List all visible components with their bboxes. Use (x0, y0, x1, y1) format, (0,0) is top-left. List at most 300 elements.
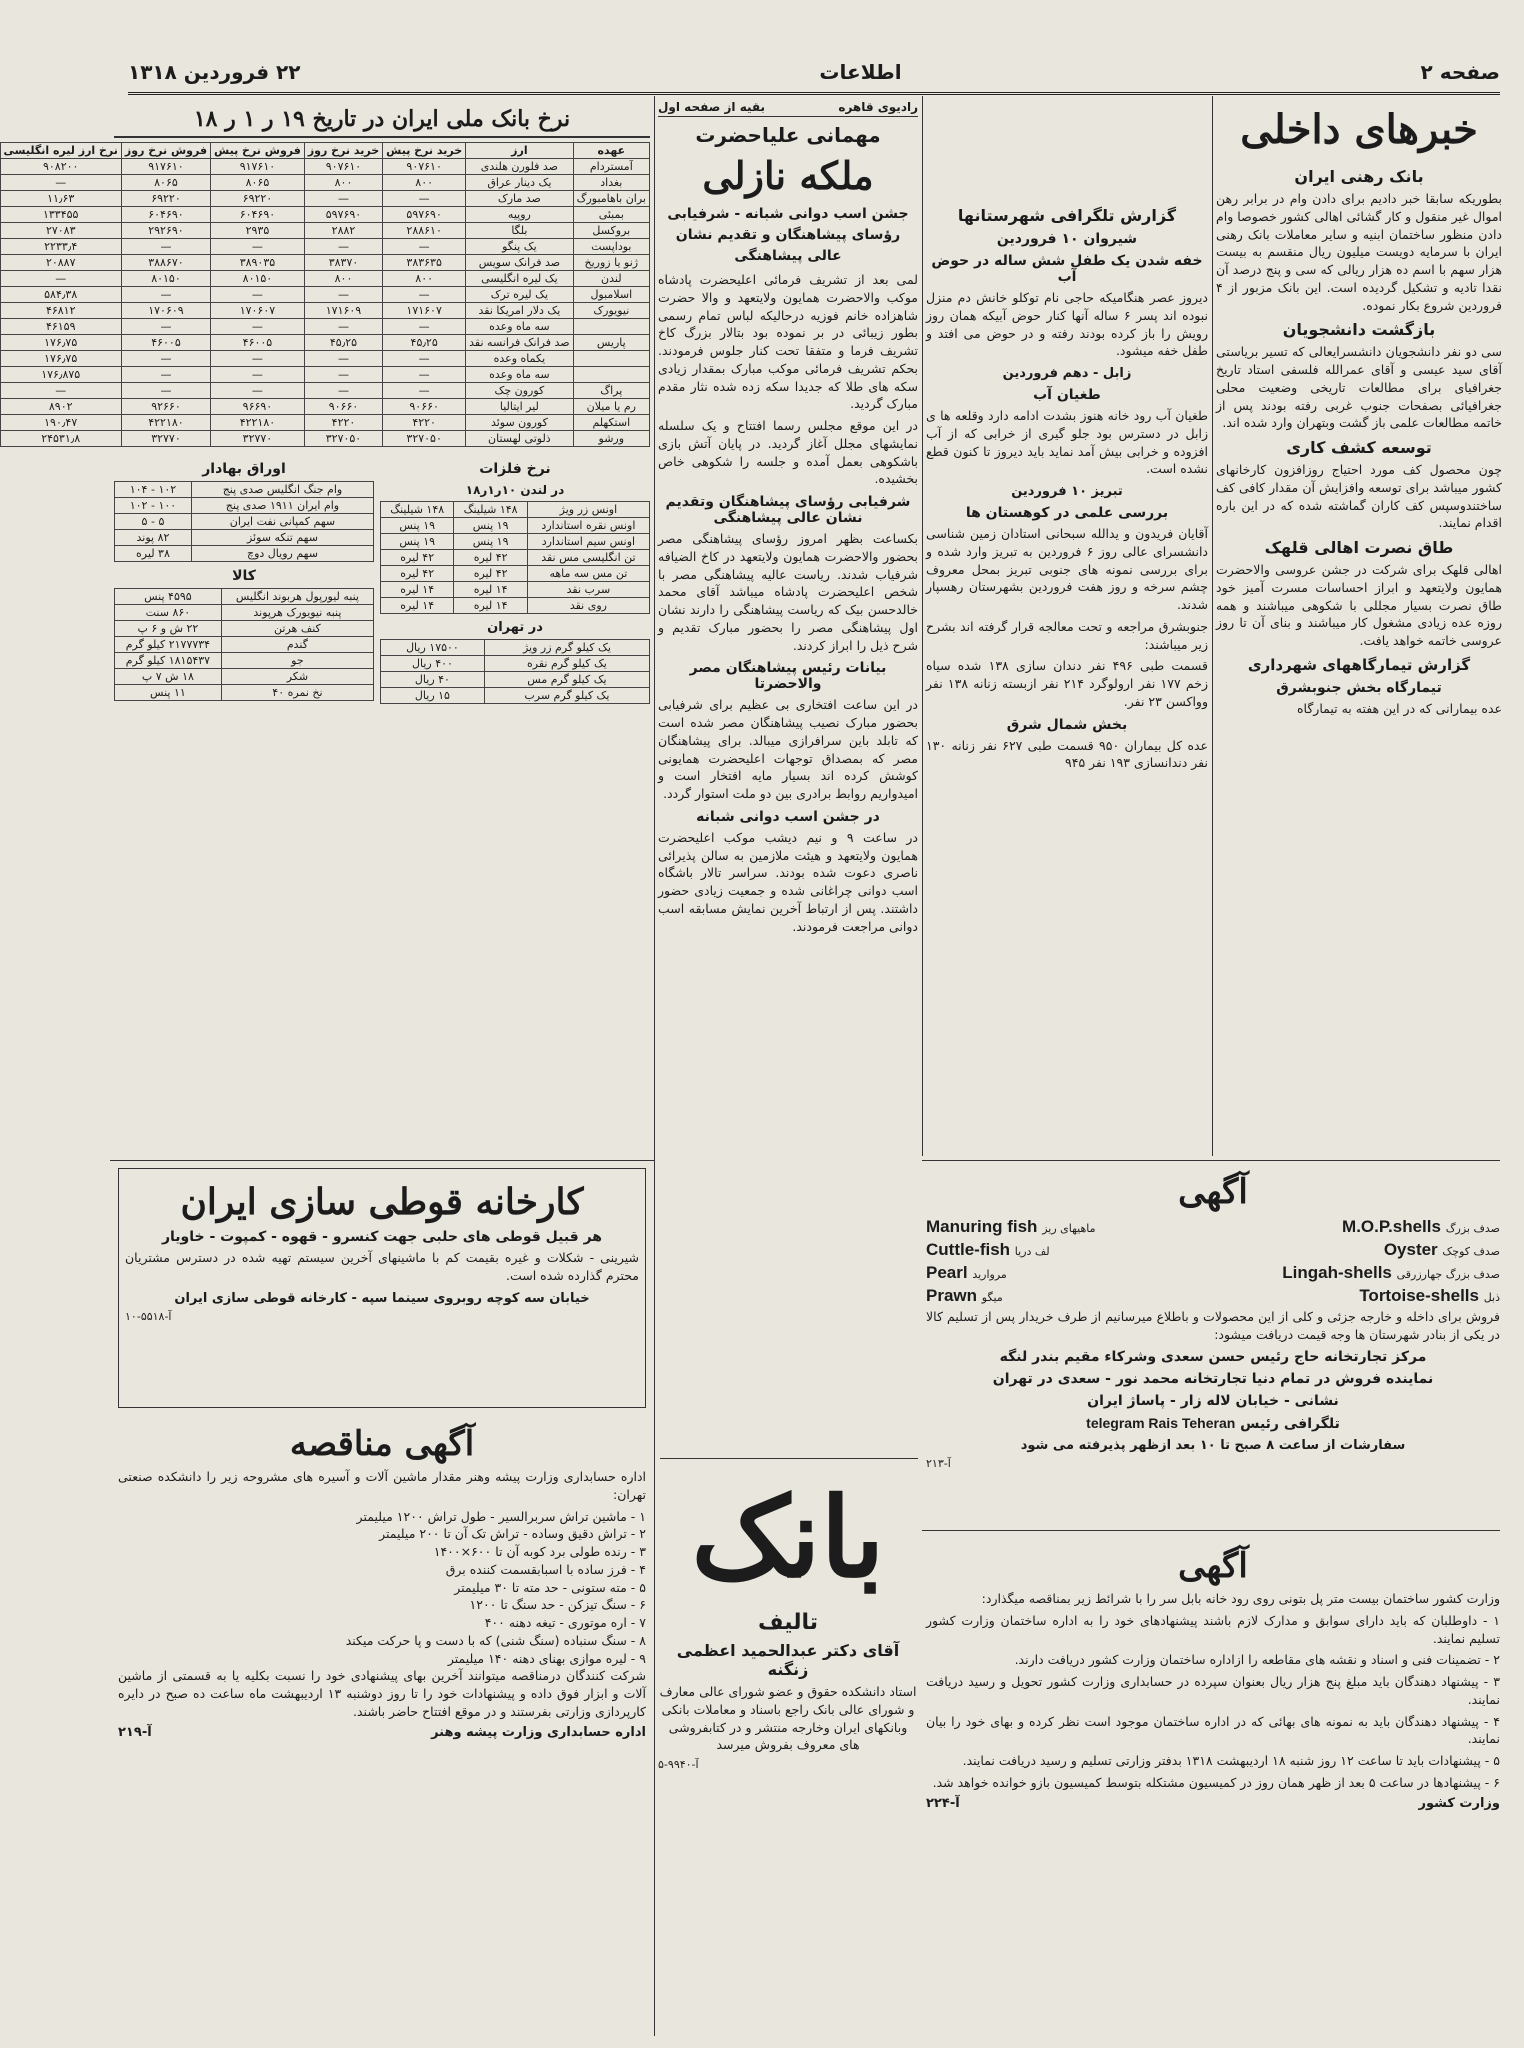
toghyan-text: طغیان آب رود خانه هنوز بشدت ادامه دارد وقلعه ها ی زابل در دسترس بود جلو گیری از خرابی که از آب افزوده و خرابی بیش آمد نماید باید دیروز تا کنون قطع نشده است. (926, 408, 1208, 477)
table-row (115, 514, 374, 530)
product-right (1384, 1239, 1500, 1262)
ad1-text: فروش برای داخله و خارجه جزئی و کلی از این محصولات و باطلاع میرسانیم از طرف خریدار پس از تسلیم کالا در یکی از بنادر شهرستان ها وجه قیمت دریافت میشود: (926, 1308, 1500, 1342)
tehran-title: در تهران (487, 620, 543, 635)
table-row (0, 335, 649, 351)
bonds-table (114, 481, 374, 562)
tin-title: کارخانه قوطی سازی ایران (180, 1181, 584, 1223)
table-cell: ۵۸۴٫۳۸ (0, 287, 121, 303)
table-cell: ۱۷۰۶۰۷ (211, 303, 305, 319)
table-cell: — (211, 351, 305, 367)
product-en: M.O.P.shells (1342, 1217, 1446, 1236)
product-fa: صدف کوچک (1442, 1244, 1500, 1258)
table-cell: ۴۶۱۵۹ (0, 319, 121, 335)
tin-factory-ad (118, 1168, 646, 1408)
table-cell: — (121, 239, 210, 255)
table-cell: — (383, 383, 466, 399)
masthead (128, 52, 1500, 95)
table-row (381, 518, 650, 534)
table-cell: ۱۷۶٫۷۵ (0, 335, 121, 351)
table-cell: ۴۰ ریال (381, 672, 485, 688)
table-cell: ۸۰۰ (304, 271, 382, 287)
book-title: بانک (691, 1473, 885, 1602)
list-item: ۳ - رنده طولی برد کوبه آن تا ۶۰۰×۱۴۰۰ (433, 1544, 646, 1559)
telegraph-news (926, 200, 1208, 1156)
table-cell: ۲۲۳۳٫۴ (0, 239, 121, 255)
table-row (115, 637, 374, 653)
list-item: ۴ - پیشنهاد دهندگان باید به نمونه های بهائی که در اداره ساختمان موجود است نظر کرده و بهای خود را بیان نمایند. (926, 1713, 1500, 1747)
table-row (115, 669, 374, 685)
tin-code: آ-۵۵۱۸-۱۰ (125, 1309, 172, 1323)
north-headline: بخش شمال شرق (1006, 716, 1128, 733)
table-cell: اسلامبول (573, 287, 649, 303)
table-cell: — (304, 383, 382, 399)
table-cell: ۸۶۰ سنت (115, 605, 222, 621)
table-cell: روپیه (466, 207, 573, 223)
table-cell: ژنو یا زوریخ (573, 255, 649, 271)
table-cell: ۱۴ لیره (454, 582, 527, 598)
table-header: عهده (573, 143, 649, 159)
table-cell: ۲۲ ش و ۶ پ (115, 621, 222, 637)
table-cell: کورون سوئد (466, 415, 573, 431)
table-row (381, 640, 650, 656)
table-cell: ۱۹ پنس (454, 518, 527, 534)
tender-intro: اداره حسابداری وزارت پیشه وهنر مقدار ماشین آلات و آسیره های مشروحه زیر را دانشکده صنعتی تهران: (118, 1469, 646, 1502)
exchange-section (3, 100, 650, 1156)
product-en: Cuttle-fish (926, 1239, 1015, 1259)
newspaper-page (3, 0, 1524, 2048)
table-cell: — (383, 191, 466, 207)
page-number: صفحه ۲ (1420, 60, 1500, 84)
table-cell: — (383, 287, 466, 303)
domestic-title: خبرهای داخلی (1240, 106, 1478, 153)
table-cell: ۱۴ لیره (454, 598, 527, 614)
goods-title: کالا (232, 568, 256, 584)
product-left (926, 1262, 1007, 1285)
table-cell: — (121, 383, 210, 399)
table-cell: ۴۶۸۱۲ (0, 303, 121, 319)
table-cell: ۲۷۰۸۳ (0, 223, 121, 239)
table-cell: ۸۹۰۲ (0, 399, 121, 415)
table-cell: ۳۸۹۰۳۵ (211, 255, 305, 271)
tehran-table (380, 639, 650, 704)
hospitals-subheading: تیمارگاه بخش جنوبشرق (1276, 679, 1442, 696)
shirvan-headline: خفه شدن یک طفل شش ساله در حوض آب (931, 253, 1203, 285)
product-right (1359, 1285, 1500, 1308)
queen-article (658, 100, 918, 1455)
queen-subheading: جشن اسب دوانی شبانه - شرفیابی رؤسای پیشاهنگان و تقدیم نشان عالی پیشاهنگی (667, 206, 909, 264)
queen-text-1: لمی بعد از تشریف فرمائی اعلیحضرت پادشاه موکب والاحضرت همایون ولایتعهد و والا حضرت شاهزاده خانم فوزیه درحالیکه لباس تمام رسمی بطور زیبائی در بر نموده بود بتالار بزرگ کاخ تشریف فرما و متفقا تحت کنار جلوس فرمودند. بحکم تشریف فرمائی موکب مبارک بمقدار زیادی سکه های طلا که جدیدا سکه زده شده نثار مقدم مبارک گردید. (658, 272, 918, 412)
product-row (926, 1285, 1500, 1308)
table-cell: ۱۷۶٫۷۵ (0, 351, 121, 367)
race-text: در ساعت ۹ و نیم دیشب موکب اعلیحضرت همایون ولایتعهد و هیئت ملازمین به سالن پذیرائی ناصری دعوت شده بودند. سراسر تالار باشگاه اسب دوانی چراغانی شده و جمعیت زیادی حضور داشتند. پس از ارتباط آخرین نمایش مسابقه اسب دوانی مراجعت فرمودند. (658, 829, 918, 934)
tagh-heading: طاق نصرت اهالی قلهک (1264, 538, 1454, 557)
ad1-telegraph-en: telegram Rais Teheran (1086, 1415, 1236, 1432)
telegraph-title: گزارش تلگرافی شهرستانها (957, 206, 1177, 225)
table-cell: پنبه نیویورک هرپوند (221, 605, 373, 621)
table-cell: رم یا میلان (573, 399, 649, 415)
table-cell: جو (221, 653, 373, 669)
table-cell: — (383, 367, 466, 383)
table-cell: ۹۰۶۶۰ (304, 399, 382, 415)
table-row (0, 319, 649, 335)
radio-label: رادیوی قاهره (838, 100, 918, 114)
tusse-heading: توسعه کشف کاری (1286, 438, 1432, 457)
table-cell: بوداپست (573, 239, 649, 255)
table-cell: ۴۵٫۲۵ (383, 335, 466, 351)
product-list (926, 1216, 1500, 1308)
table-row (0, 207, 649, 223)
table-row (381, 598, 650, 614)
product-right (1342, 1216, 1500, 1239)
ad2-code: آ-۲۲۴ (926, 1795, 960, 1811)
table-header: فروش نرخ پیش (211, 143, 305, 159)
table-cell: — (121, 367, 210, 383)
hospitals-text: عده بیمارانی که در این هفته به تیمارگاه (1297, 700, 1502, 716)
table-row (0, 271, 649, 287)
table-cell: یک لیره ترک (466, 287, 573, 303)
tin-subheading: هر قبیل قوطی های حلبی جهت کنسرو - قهوه - کمپوت - خاویار (161, 1229, 603, 1245)
product-left (926, 1285, 1003, 1308)
table-cell: کنف هرتن (221, 621, 373, 637)
table-cell: — (304, 319, 382, 335)
table-cell: ۴۲۲۱۸۰ (211, 415, 305, 431)
table-cell: سرب نقد (527, 582, 649, 598)
tender-footer: اداره حسابداری وزارت پیشه وهنر (431, 1724, 646, 1740)
table-cell: — (211, 367, 305, 383)
shirvan-text: دیروز عصر هنگامیکه حاجی نام توکلو خانش دم منزل نبوده اند پسر ۶ ساله آنها کنار حوض آبیکه همان روز رویش را باز کرده بودند رفته و در حوض می افتد و طفل خفه میشود. (926, 290, 1208, 359)
table-cell: ۱۸ ش ۷ پ (115, 669, 222, 685)
bank-heading: بانک رهنی ایران (1294, 167, 1424, 186)
tin-address: خیابان سه کوچه روبروی سینما سپه - کارخانه قوطی سازی ایران (174, 1290, 590, 1306)
students-text: سی دو نفر دانشجویان دانشسرایعالی که تسیر بریاستی آقای سید عیسی و آقای عمرالله فلسفی استاد تاریخ جغرافیای برای مطالعات تاریخی وضعیت محلی جغرافیائی بصفحات جنوب غربی رفته بودند پس از خاتمه مطالعات علمی باز گشت وبتهران وارد شده اند. (1216, 344, 1502, 431)
table-cell: ۹۰۷۶۱۰ (304, 159, 382, 175)
table-cell: — (211, 319, 305, 335)
exchange-title: نرخ بانک ملی ایران در تاریخ ۱۹ ر ۱ ر ۱۸ (114, 106, 650, 138)
table-header: نرخ ارز لیره انگلیسی (0, 143, 121, 159)
table-row (381, 656, 650, 672)
table-cell: — (211, 383, 305, 399)
table-cell: — (0, 383, 121, 399)
table-cell: — (211, 239, 305, 255)
table-cell: بران باهامبورگ (573, 191, 649, 207)
table-cell: ۱۷۰۶۰۹ (121, 303, 210, 319)
product-right (1282, 1262, 1500, 1285)
table-cell: صد فرانک فرانسه نقد (466, 335, 573, 351)
product-left (926, 1216, 1096, 1239)
table-cell: ۱۷۶٫۸۷۵ (0, 367, 121, 383)
table-cell: ۹۱۷۶۱۰ (121, 159, 210, 175)
table-cell: ۱۹۰٫۴۷ (0, 415, 121, 431)
product-fa: صدف بزرگ جهارزرقی (1396, 1267, 1500, 1281)
list-item: ۱ - داوطلبان که باید دارای سوابق و مدارک لازم باشند پیشنهادهای خود را به اداره ساختمان وزارت کشور تسلیم نمایند. (926, 1612, 1500, 1646)
table-cell: ۳۲۷۰۵۰ (383, 431, 466, 447)
table-cell: ۸۰۱۵۰ (121, 271, 210, 287)
table-cell: ۱۰۰ - ۱۰۲ (115, 498, 192, 514)
race-heading: در جشن اسب دوانی شبانه (696, 808, 880, 825)
bayan-heading: بیانات رئیس پیشاهنگان مصر والاحضرتا (689, 660, 887, 693)
table-cell: ۳۲۷۷۰ (211, 431, 305, 447)
table-row (0, 383, 649, 399)
table-cell (573, 351, 649, 367)
table-cell: — (121, 351, 210, 367)
table-cell: — (0, 175, 121, 191)
ad1-center: مرکز تجارتخانه حاج رئیس حسن سعدی وشرکاء مقیم بندر لنگه (999, 1349, 1427, 1366)
bonds-title: اوراق بهادار (202, 461, 286, 477)
table-row (381, 550, 650, 566)
table-cell: وام جنگ انگلیس صدی پنج (191, 482, 373, 498)
table-header: خرید نرخ پیش (383, 143, 466, 159)
product-en: Lingah-shells (1282, 1262, 1397, 1282)
table-cell: — (304, 191, 382, 207)
table-row (381, 566, 650, 582)
product-fa: مروارید (972, 1267, 1007, 1281)
table-row (381, 688, 650, 704)
table-row (0, 255, 649, 271)
south-text: قسمت طبی ۴۹۶ نفر دندان سازی ۱۳۸ شده سیاه زخم ۱۷۷ نفر ارولوگرد ۲۱۴ نفر ازبسته زنانه ۱۳۸ نفر وواکسن ۲۳ نفر. (926, 658, 1208, 709)
list-item: ۹ - لیره موازی بهنای دهنه ۱۴۰ میلیمتر (447, 1650, 646, 1666)
table-cell: — (121, 287, 210, 303)
list-item: ۷ - اره موتوری - تیغه دهنه ۴۰۰ (484, 1615, 646, 1630)
tagh-text: اهالی قلهک برای شرکت در جشن عروسی والاحضرت همایون ولایتعهد و ابراز احساسات مسرت آمیز خود طاق نصرت بسیار مجللی با شکوهی میباشند و همه روزه عده زیادی مشغول کار میباشند و بنای آن تا روز عروسی خاتمه خواهد یافت. (1216, 562, 1502, 648)
product-en: Pearl (926, 1262, 973, 1282)
product-fa: لف دریا (1014, 1244, 1050, 1258)
tabriz-dateline: تبریز ۱۰ فروردین (1011, 484, 1123, 499)
table-cell: ۲۰۸۸۷ (0, 255, 121, 271)
table-cell: پراگ (573, 383, 649, 399)
table-cell: صد فلورن هلندی (466, 159, 573, 175)
table-cell: ۴۲ لیره (454, 566, 527, 582)
table-row (0, 415, 649, 431)
table-cell: یک پنگو (466, 239, 573, 255)
guest-heading: مهمانی علیاحضرت (695, 123, 881, 147)
table-cell: سه ماه وعده (466, 319, 573, 335)
product-fa: ذبل (1483, 1290, 1500, 1304)
table-cell: ۴۲۲۰ (304, 415, 382, 431)
table-cell: یک کیلو گرم مس (484, 672, 649, 688)
table-cell: بلگا (466, 223, 573, 239)
ad2-footer: وزارت کشور (1418, 1795, 1500, 1811)
ad2-intro: وزارت کشور ساختمان بیست متر پل بتونی روی رود خانه بابل سر را با شرائط زیر بمناقصه میگذارد: (981, 1591, 1500, 1606)
table-cell: ۸۰۶۵ (211, 175, 305, 191)
table-cell: ۱۴ لیره (381, 582, 454, 598)
table-cell: یک دلار امریکا نقد (466, 303, 573, 319)
zabol-dateline: زابل - دهم فروردین (1002, 366, 1132, 381)
table-cell: — (304, 351, 382, 367)
table-cell: سه ماه وعده (466, 367, 573, 383)
table-cell: یک دینار عراق (466, 175, 573, 191)
table-cell: ۴۲ لیره (381, 550, 454, 566)
product-fa: ماهیهای ریز (1042, 1222, 1096, 1235)
table-cell: سهم رویال دوچ (191, 546, 373, 562)
tender-code: آ-۲۱۹ (118, 1724, 152, 1740)
metals-table (380, 501, 650, 614)
table-cell: تن مس سه ماهه (527, 566, 649, 582)
table-cell: ۸۰۱۵۰ (211, 271, 305, 287)
table-cell: ۱۵ ریال (381, 688, 485, 704)
product-row (926, 1262, 1500, 1285)
table-cell: ۲۹۳۵ (211, 223, 305, 239)
table-cell: — (383, 239, 466, 255)
table-cell: ۳۸ لیره (115, 546, 192, 562)
table-cell: — (304, 287, 382, 303)
tender-text: شرکت کنندگان درمناقصه میتوانند آخرین بهای پیشنهادی خود را نسبت بکلیه یا به قسمتی از ماشین آلات و ابزار فوق داده و پیشنهادات خود را تا روز دوشنبه ۱۳ اردیبهشت ماه ساعت ده صبح در دایره کارپردازی وزارتی بفرستند و در موقع افتتاح حاضر باشند. (118, 1668, 646, 1719)
table-row (0, 175, 649, 191)
queen-text-2: در این موقع مجلس رسما افتتاح و یک سلسله نمایشهای مجلل آغاز گردید. در پایان آتش بازی باشکوهی بعمل آمده و جلسه را شکوهی خاص بخشیده. (658, 418, 918, 487)
table-row (115, 653, 374, 669)
table-cell: ۳۲۷۰۵۰ (304, 431, 382, 447)
tender-item-list (118, 1508, 646, 1668)
table-row (0, 351, 649, 367)
table-cell: یکماه وعده (466, 351, 573, 367)
table-cell: — (211, 287, 305, 303)
table-cell: وام ایران ۱۹۱۱ صدی پنج (191, 498, 373, 514)
table-cell: تن انگلیسی مس نقد (527, 550, 649, 566)
product-en: Manuring fish (926, 1217, 1043, 1236)
product-fa: میگو (981, 1290, 1003, 1304)
book-author-heading: تالیف (758, 1610, 818, 1635)
table-cell: شکر (221, 669, 373, 685)
table-cell: ۱۷۱۶۰۹ (304, 303, 382, 319)
table-row (0, 239, 649, 255)
toghyan-headline: طغیان آب (1033, 387, 1101, 403)
table-cell: — (304, 239, 382, 255)
table-row (0, 367, 649, 383)
paper-name: اطلاعات (819, 60, 902, 84)
table-row (115, 605, 374, 621)
table-cell: ۱۹ پنس (381, 534, 454, 550)
continued-label: بقیه از صفحه اول (658, 100, 766, 114)
table-row (0, 303, 649, 319)
table-cell: ۴۵٫۲۵ (304, 335, 382, 351)
table-cell: — (383, 319, 466, 335)
table-cell: ۶۹۲۲۰ (121, 191, 210, 207)
ad1-code: آ-۲۱۳ (926, 1457, 951, 1471)
table-cell: ۸۰۰ (383, 271, 466, 287)
seafood-ad (926, 1166, 1500, 1526)
product-left (926, 1239, 1050, 1262)
table-cell: — (0, 271, 121, 287)
table-cell: ۹۱۷۶۱۰ (211, 159, 305, 175)
table-cell: ۲۸۸۶۱۰ (383, 223, 466, 239)
table-cell: ۱۱ پنس (115, 685, 222, 701)
table-cell: صد فرانک سویس (466, 255, 573, 271)
table-cell: لیر ایتالیا (466, 399, 573, 415)
table-cell: ۴۰۰ ریال (381, 656, 485, 672)
table-cell: ۱۹ پنس (381, 518, 454, 534)
tabriz-text: آقایان فریدون و یدالله سبحانی استادان زمین شناسی دانشسرای عالی روز ۶ فروردین به تبریز وارد شده و برای بررسی نمونه های جنوبی تبریز بمحل معروف چشم سرخه و روز هفت فروردین بشهرستان رهسپار شدند. (926, 526, 1208, 612)
table-cell: ورشو (573, 431, 649, 447)
ad2-title: آگهی (1178, 1546, 1248, 1586)
table-cell: یک لیره انگلیسی (466, 271, 573, 287)
table-cell: ۴۶۰۰۵ (211, 335, 305, 351)
table-row (381, 582, 650, 598)
table-row (0, 399, 649, 415)
table-header: خرید نرخ روز (304, 143, 382, 159)
product-fa: صدف بزرگ (1445, 1222, 1500, 1235)
ad1-telegraph-fa: تلگرافی رئیس (1240, 1416, 1340, 1433)
bayan-text: در این ساعت افتخاری بی عظیم برای شرفیابی بحضور مبارک نصیب پیشاهنگان مصر شده است که تابلد باین سرافرازی میبالد. برای پیشاهنگان مصر که بمصداق توجهات اعلیحضرت همایونی کوشش کرده اند بسیار مایه افتخار است و امیدواریم روابط برادری بین دو ملت استوار گردد. (658, 697, 918, 801)
students-heading: بازگشت دانشجویان (1282, 320, 1436, 340)
product-row (926, 1216, 1500, 1239)
table-cell: ۱۷۱۶۰۷ (383, 303, 466, 319)
table-cell: — (304, 367, 382, 383)
scouts-text: بکساعت بظهر امروز رؤسای پیشاهنگی مصر بحضور والاحضرت همایون ولایتعهد در کاخ الضیافه شرفیاب شدند. ریاست عالیه پیشاهنگی مصر با شخص اعلیحضرت پادشاه میباشد آقای محمد خالدحسن بیک که ریاست پیشاهنگی را دارند نشان اول پیشاهنگی مصر را بحضور مبارک تقدیم و شرح ذیل را ابراز کردند. (658, 531, 918, 653)
table-row (0, 287, 649, 303)
table-row (115, 621, 374, 637)
list-item: ۲ - تراش دقیق وساده - تراش تک آن تا ۲۰۰ میلیمتر (379, 1526, 646, 1542)
table-cell: ۹۲۶۶۰ (121, 399, 210, 415)
book-code: آ-۹۹۴۰-۵ (658, 1758, 699, 1771)
list-item: ۵ - پیشنهادات باید تا ساعت ۱۲ روز شنبه ۱۸ اردیبهشت ۱۳۱۸ بدفتر وزارتی تسلیم و رسید دریافت نمایند. (962, 1753, 1500, 1768)
table-cell: اونس سیم استاندارد (527, 534, 649, 550)
table-cell: کورون چک (466, 383, 573, 399)
ad2-item-list (926, 1612, 1500, 1792)
table-row (381, 502, 650, 518)
table-cell: ۵۹۷۶۹۰ (304, 207, 382, 223)
tender-title: آگهی مناقصه (289, 1424, 475, 1464)
table-cell: ۴۶۰۰۵ (121, 335, 210, 351)
table-cell: یک کیلو گرم نقره (484, 656, 649, 672)
table-cell: یک کیلو گرم زر ویژ (484, 640, 649, 656)
table-cell: ۱۴ لیره (381, 598, 454, 614)
table-cell: ۵ - ۵ (115, 514, 192, 530)
table-cell: ۸۲ پوند (115, 530, 192, 546)
ad1-address: نشانی - خیابان لاله زار - پاساژ ایران (1087, 1393, 1339, 1410)
table-cell: ۳۲۷۷۰ (121, 431, 210, 447)
table-row (0, 431, 649, 447)
table-cell: — (121, 319, 210, 335)
table-cell: ۹۰۸۲۰۰ (0, 159, 121, 175)
table-cell: یک کیلو گرم سرب (484, 688, 649, 704)
table-cell: ۴۲۲۱۸۰ (121, 415, 210, 431)
table-cell: ذلوتی لهستان (466, 431, 573, 447)
tender-ad (118, 1418, 646, 2038)
table-row (0, 159, 649, 175)
book-author: آقای دکتر عبدالحمید اعظمی زنگنه (676, 1641, 900, 1679)
exchange-table (0, 142, 650, 447)
table-cell: اونس زر ویژ (527, 502, 649, 518)
table-cell: پنبه لیورپول هربوند انگلیس (221, 589, 373, 605)
table-row (381, 672, 650, 688)
ministry-ad (926, 1540, 1500, 2036)
ad1-title: آگهی (1178, 1172, 1248, 1212)
metals-title: نرخ فلزات (479, 461, 551, 477)
product-en: Oyster (1383, 1239, 1443, 1259)
table-cell: ۱۳۳۴۵۵ (0, 207, 121, 223)
table-cell (573, 367, 649, 383)
list-item: ۳ - پیشنهاد دهندگان باید مبلغ پنج هزار ریال بعنوان سپرده در حسابداری وزارت کشور تحویل و رسید دریافت نمایند. (926, 1674, 1500, 1707)
list-item: ۴ - فرز ساده با اسبابقسمت کننده برق (445, 1561, 646, 1577)
tusse-text: چون محصول کف مورد احتیاج روزافزون کارخانهای کشور میباشد برای توسعه وافزایش آن مقدار کافی کف ساختندوسپس کف کاران گماشته شده که در این باره اقدام نمایند. (1216, 462, 1502, 531)
table-cell: ۸۰۰ (383, 175, 466, 191)
north-text: عده کل بیماران ۹۵۰ قسمت طبی ۶۲۷ نفر زنانه ۱۳۰ نفر دندانسازی ۱۹۳ نفر ۹۴۵ (926, 737, 1209, 771)
table-header: ارز (466, 143, 573, 159)
table-cell: نیویورک (573, 303, 649, 319)
table-cell: اونس نقره استاندارد (527, 518, 649, 534)
table-cell: لندن (573, 271, 649, 287)
table-cell: ۱۷۵۰۰ ریال (381, 640, 485, 656)
table-cell: ۱۱٫۶۳ (0, 191, 121, 207)
table-cell: صد مارک (466, 191, 573, 207)
table-cell: سهم کمپانی نفت ایران (191, 514, 373, 530)
table-cell: بغداد (573, 175, 649, 191)
table-row (115, 498, 374, 514)
table-row (115, 530, 374, 546)
list-item: ۶ - پیشنهادها در ساعت ۵ بعد از ظهر همان روز در کمیسیون مشتکله بتوسط کمیسیون بازو خوانده خواهد شد. (932, 1774, 1500, 1790)
tin-text: شیرینی - شکلات و غیره بقیمت کم با ماشینهای آخرین سیستم تهیه شده در دسترس مشتریان محترم گذارده شده است. (125, 1250, 639, 1283)
table-cell: سهم تنکه سوئز (191, 530, 373, 546)
product-en: Tortoise-shells (1359, 1285, 1484, 1305)
